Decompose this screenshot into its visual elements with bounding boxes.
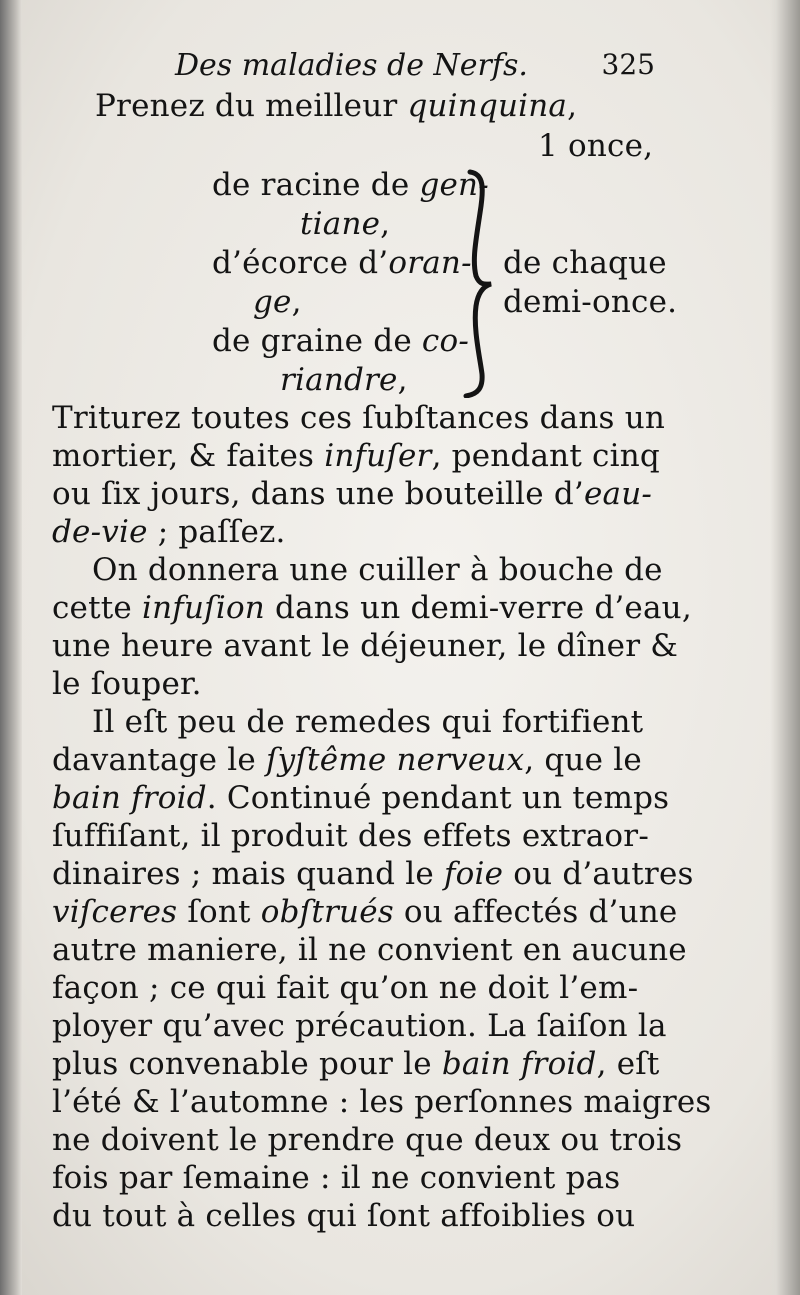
text-line: ne doivent le prendre que deux ou trois — [52, 1122, 683, 1158]
text-line: Triturez toutes ces ſubſtances dans un — [52, 400, 666, 436]
text-line: autre maniere, il ne convient en aucune — [52, 932, 687, 968]
text-line: viſceres ſont obſtrués ou affectés d’une — [52, 894, 678, 930]
text-line: une heure avant le déjeuner, le dîner & — [52, 628, 679, 664]
text-line: dinaires ; mais quand le foie ou d’autres — [52, 856, 694, 892]
text-line: bain froid. Continué pendant un temps — [52, 780, 670, 816]
paragraph-trituration — [52, 400, 732, 560]
recipe-ingredient-line: de racine de gen- — [212, 167, 489, 203]
text-line: plus convenable pour le bain froid, eſt — [52, 1046, 660, 1082]
recipe-block — [95, 88, 715, 408]
page-edge-shadow — [770, 0, 800, 1295]
paragraph-cold-bath — [52, 704, 732, 1244]
text-line: de-vie ; paſſez. — [52, 514, 286, 550]
text-line: ſuffiſant, il produit des effets extraor- — [52, 818, 649, 854]
text-line: fois par ſemaine : il ne convient pas — [52, 1160, 621, 1196]
brace-label-half-ounce: demi-once. — [503, 284, 678, 320]
paragraph-dosage — [52, 552, 732, 712]
text-line: mortier, & faites infuſer, pendant cinq — [52, 438, 660, 474]
text-line: du tout à celles qui ſont affoiblies ou — [52, 1198, 636, 1234]
recipe-ingredient-line: tiane, — [300, 206, 391, 242]
recipe-ingredient-line: de graine de co- — [212, 323, 470, 359]
text-line: ployer qu’avec précaution. La ſaiſon la — [52, 1008, 667, 1044]
text-line: davantage le ſyſtême nerveux, que le — [52, 742, 642, 778]
recipe-ingredient-line: ge, — [253, 284, 302, 320]
recipe-intro: Prenez du meilleur quinquina, — [95, 88, 578, 124]
page-header — [175, 48, 665, 88]
recipe-ingredient-line: riandre, — [280, 362, 408, 398]
running-title: Des maladies de Nerfs. — [175, 48, 528, 83]
text-line: le ſouper. — [52, 666, 202, 702]
page-number: 325 — [601, 48, 655, 81]
recipe-amount: 1 once, — [538, 128, 654, 164]
brace-label-each: de chaque — [503, 245, 667, 281]
text-line: On donnera une cuiller à bouche de — [92, 552, 663, 588]
curly-brace-icon — [458, 168, 498, 398]
recipe-ingredient-line: d’écorce d’oran- — [212, 245, 472, 281]
book-gutter-shadow — [0, 0, 22, 1295]
text-line: ou ſix jours, dans une bouteille d’eau- — [52, 476, 653, 512]
text-line: façon ; ce qui fait qu’on ne doit l’em- — [52, 970, 639, 1006]
text-line: l’été & l’automne : les perſonnes maigres — [52, 1084, 712, 1120]
text-line: cette infuſion dans un demi-verre d’eau, — [52, 590, 692, 626]
text-line: Il eſt peu de remedes qui fortifient — [92, 704, 644, 740]
